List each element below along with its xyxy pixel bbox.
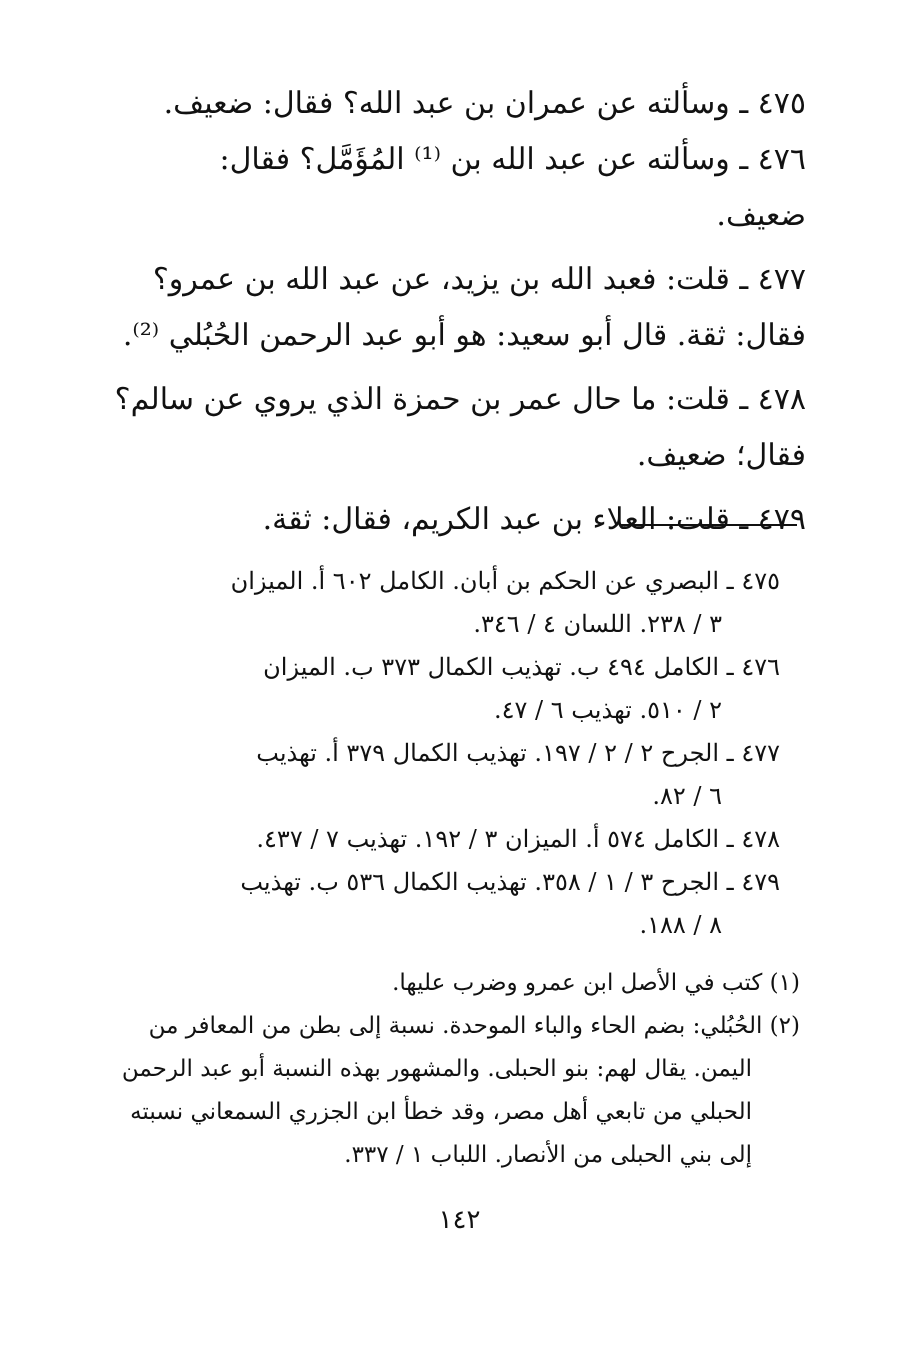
source-notes — [140, 560, 780, 947]
page-number: ١٤٢ — [438, 1205, 481, 1235]
footnotes — [121, 962, 800, 1177]
footnote-2-line-4: إلى بني الحبلى من الأنصار. اللباب ١ / ٣٣٧. — [344, 1142, 752, 1168]
separator-rule — [621, 524, 797, 526]
entry-479-line-1: ٤٧٩ ـ قلت: العلاء بن عبد الكريم، فقال: ثقة. — [262, 502, 806, 537]
note-479-line-1: ٤٧٩ ـ الجرح ٣ / ١ / ٣٥٨. تهذيب الكمال ٥٣٦ ب. تهذيب — [240, 868, 780, 896]
note-477-line-1: ٤٧٧ ـ الجرح ٢ / ٢ / ١٩٧. تهذيب الكمال ٣٧٩ أ. تهذيب — [256, 739, 780, 767]
entry-476-line-1: ٤٧٦ ـ وسألته عن عبد الله بن ⁽¹⁾ المُؤَمَّل؟ فقال: — [219, 142, 806, 177]
footnote-2-line-1: (٢) الحُبُلي: بضم الحاء والباء الموحدة. نسبة إلى بطن من المعافر من — [148, 1013, 800, 1039]
entry-477-line-2: فقال: ثقة. قال أبو سعيد: هو أبو عبد الرحمن الحُبُلي ⁽²⁾. — [122, 318, 806, 353]
note-475-line-1: ٤٧٥ ـ البصري عن الحكم بن أبان. الكامل ٦٠٢ أ. الميزان — [230, 567, 780, 595]
note-479-line-2: ٨ / ١٨٨. — [639, 911, 722, 939]
entry-476-line-2: ضعيف. — [716, 198, 806, 233]
note-477-line-2: ٦ / ٨٢. — [652, 782, 722, 810]
main-text — [114, 76, 806, 548]
note-476-line-2: ٢ / ٥١٠. تهذيب ٦ / ٤٧. — [493, 696, 722, 724]
footnote-2-line-2: اليمن. يقال لهم: بنو الحبلى. والمشهور بهذه النسبة أبو عبد الرحمن — [121, 1056, 752, 1082]
entry-478-line-2: فقال؛ ضعيف. — [636, 438, 806, 473]
note-478-line-1: ٤٧٨ ـ الكامل ٥٧٤ أ. الميزان ٣ / ١٩٢. تهذيب ٧ / ٤٣٧. — [256, 825, 780, 853]
entry-478-line-1: ٤٧٨ ـ قلت: ما حال عمر بن حمزة الذي يروي عن سالم؟ — [114, 382, 806, 417]
note-476-line-1: ٤٧٦ ـ الكامل ٤٩٤ ب. تهذيب الكمال ٣٧٣ ب. الميزان — [263, 653, 780, 681]
footnote-1: (١) كتب في الأصل ابن عمرو وضرب عليها. — [392, 970, 800, 996]
entry-477-line-1: ٤٧٧ ـ قلت: فعبد الله بن يزيد، عن عبد الله بن عمرو؟ — [152, 262, 806, 297]
note-475-line-2: ٣ / ٢٣٨. اللسان ٤ / ٣٤٦. — [473, 610, 722, 638]
entry-475-line-1: ٤٧٥ ـ وسألته عن عمران بن عبد الله؟ فقال: ضعيف. — [163, 86, 806, 121]
footnote-2-line-3: الحبلي من تابعي أهل مصر، وقد خطأ ابن الجزري السمعاني نسبته — [130, 1099, 752, 1125]
